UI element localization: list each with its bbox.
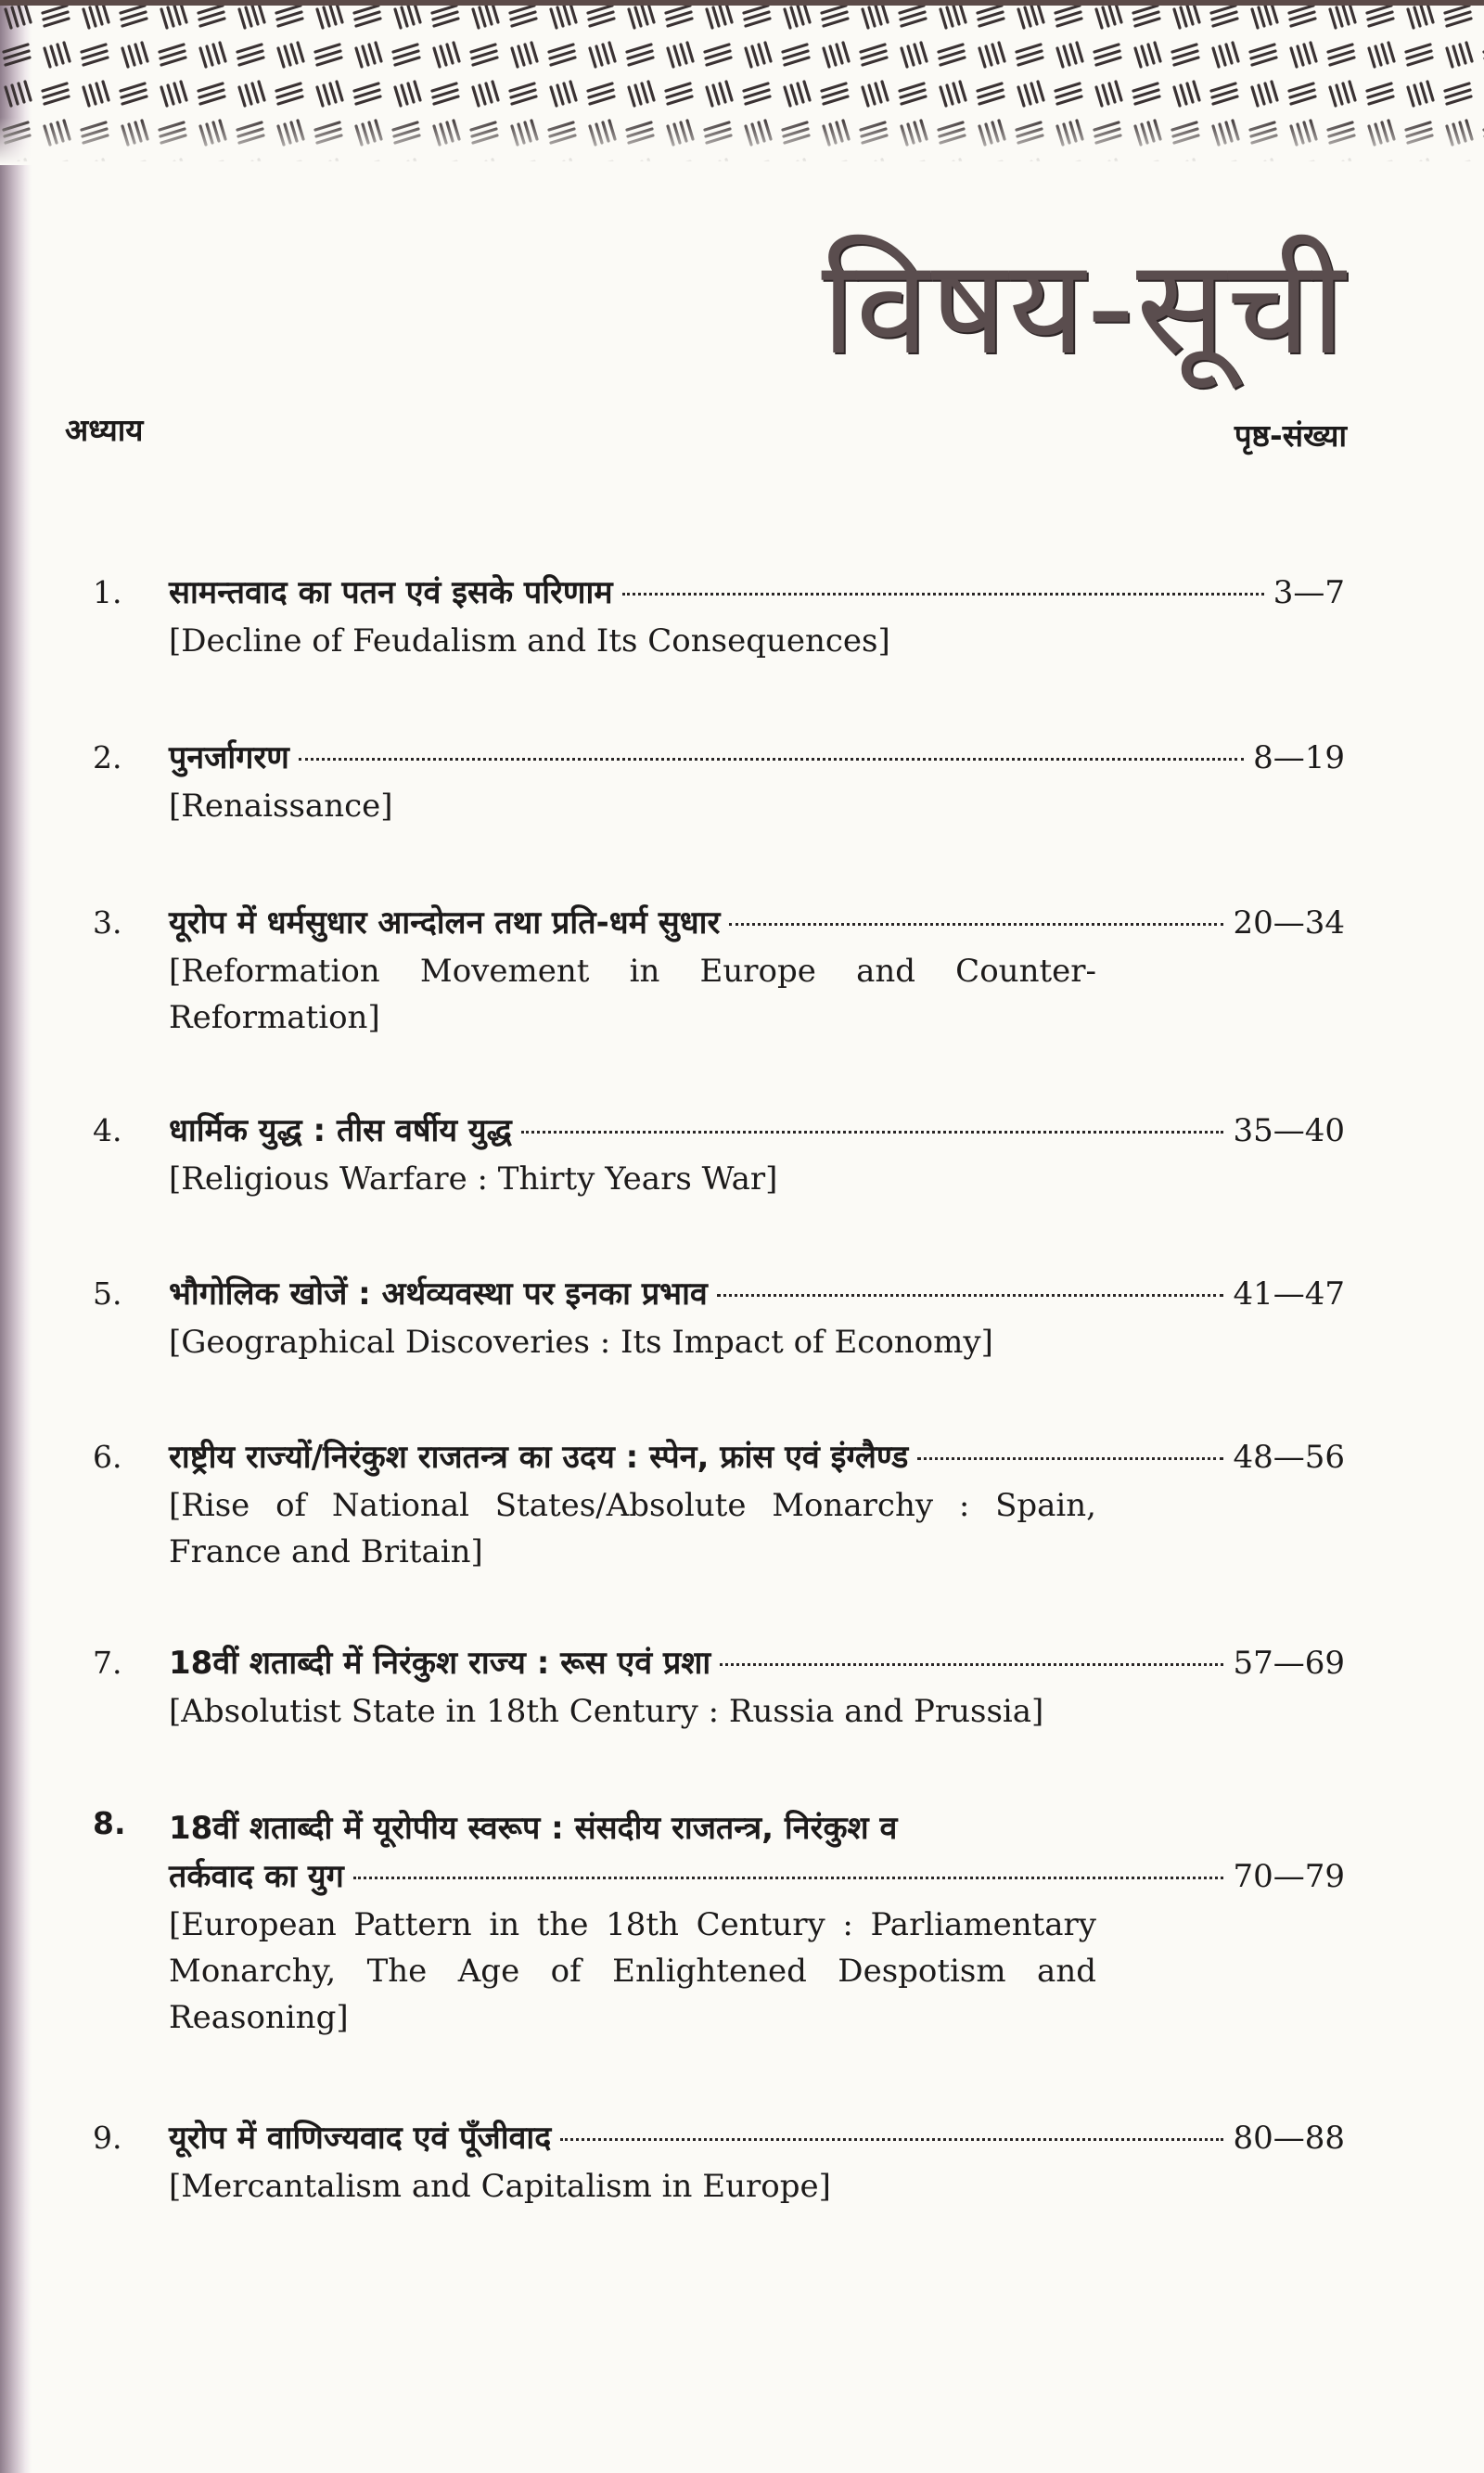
entry-title-hindi-part1: 18वीं शताब्दी में यूरोपीय स्वरूप : संसदीय राजतन्त्र, निरंकुश व xyxy=(169,1810,898,1847)
entry-page-range: 8—19 xyxy=(1253,739,1345,776)
entry-title-english: [Geographical Discoveries : Its Impact of Economy] xyxy=(169,1324,993,1361)
dot-leader xyxy=(729,923,1223,926)
toc-entry-4[interactable] xyxy=(93,1108,1345,1202)
toc-entry-7[interactable] xyxy=(93,1640,1345,1735)
toc-entry-1[interactable] xyxy=(93,570,1345,664)
dot-leader xyxy=(521,1131,1224,1134)
dot-leader xyxy=(720,1663,1223,1666)
decorative-pattern-band xyxy=(0,0,1484,165)
entry-number: 9. xyxy=(93,2120,122,2156)
entry-title-english: [Religious Warfare : Thirty Years War] xyxy=(169,1160,778,1198)
entry-title-english: [Reformation Movement in Europe and Counter-Reformation] xyxy=(169,953,1096,1036)
toc-entry-5[interactable] xyxy=(93,1271,1345,1365)
entry-number: 8. xyxy=(93,1805,126,1841)
entry-page-range: 48—56 xyxy=(1233,1439,1345,1476)
entry-page-range: 35—40 xyxy=(1233,1112,1345,1149)
entry-number: 4. xyxy=(93,1112,122,1148)
toc-entry-8[interactable] xyxy=(93,1805,1345,2041)
entry-number: 6. xyxy=(93,1439,122,1475)
entry-title-english: [Mercantalism and Capitalism in Europe] xyxy=(169,2168,831,2205)
entry-number: 3. xyxy=(93,904,122,941)
entry-number: 1. xyxy=(93,574,122,610)
entry-title-hindi: तर्कवाद का युग xyxy=(169,1858,344,1895)
chapter-column-header: अध्याय xyxy=(65,412,144,448)
entry-title-english: [Absolutist State in 18th Century : Russia and Prussia] xyxy=(169,1693,1044,1730)
entry-page-range: 20—34 xyxy=(1233,904,1345,942)
entry-title-hindi: धार्मिक युद्ध : तीस वर्षीय युद्ध xyxy=(169,1112,512,1149)
dot-leader xyxy=(353,1877,1224,1879)
entry-title-hindi: भौगोलिक खोजें : अर्थव्यवस्था पर इनका प्रभाव xyxy=(169,1275,708,1313)
entry-title-english: [Decline of Feudalism and Its Consequences] xyxy=(169,622,890,660)
dot-leader xyxy=(917,1457,1223,1460)
entry-title-english: [Rise of National States/Absolute Monarchy : Spain, France and Britain] xyxy=(169,1487,1096,1570)
toc-entry-3[interactable] xyxy=(93,900,1345,1041)
toc-entry-2[interactable] xyxy=(93,735,1345,829)
toc-entry-6[interactable] xyxy=(93,1434,1345,1575)
entry-number: 5. xyxy=(93,1275,122,1312)
entry-title-hindi: यूरोप में धर्मसुधार आन्दोलन तथा प्रति-धर्म सुधार xyxy=(169,904,721,942)
entry-title-hindi: सामन्तवाद का पतन एवं इसके परिणाम xyxy=(169,574,613,611)
toc-entry-9[interactable] xyxy=(93,2115,1345,2210)
entry-title-english: [Renaissance] xyxy=(169,788,393,825)
entry-title-english: [European Pattern in the 18th Century : Parliamentary Monarchy, The Age of Enlightened Despotism and Reasoning] xyxy=(169,1906,1096,2036)
dot-leader xyxy=(622,593,1264,596)
dot-leader xyxy=(717,1294,1224,1297)
dot-leader xyxy=(299,758,1244,761)
page-title: विषय-सूची xyxy=(821,231,1347,384)
page-number-column-header: पृष्ठ-संख्या xyxy=(1234,417,1347,454)
dot-leader xyxy=(560,2138,1223,2141)
entry-number: 2. xyxy=(93,739,122,775)
entry-title-hindi: पुनर्जागरण xyxy=(169,739,289,776)
entry-page-range: 57—69 xyxy=(1233,1645,1345,1682)
entry-title-hindi: राष्ट्रीय राज्यों/निरंकुश राजतन्त्र का उदय : स्पेन, फ्रांस एवं इंग्लैण्ड xyxy=(169,1439,909,1476)
entry-page-range: 70—79 xyxy=(1233,1858,1345,1895)
entry-page-range: 80—88 xyxy=(1233,2120,1345,2157)
page-binding-edge xyxy=(0,0,32,2473)
entry-title-hindi-line1 xyxy=(93,1805,1345,1853)
entry-title-hindi: यूरोप में वाणिज्यवाद एवं पूँजीवाद xyxy=(169,2120,552,2157)
entry-title-hindi: 18वीं शताब्दी में निरंकुश राज्य : रूस एवं प्रशा xyxy=(169,1645,711,1682)
entry-page-range: 41—47 xyxy=(1233,1275,1345,1313)
entry-number: 7. xyxy=(93,1645,122,1681)
entry-page-range: 3—7 xyxy=(1273,574,1345,611)
